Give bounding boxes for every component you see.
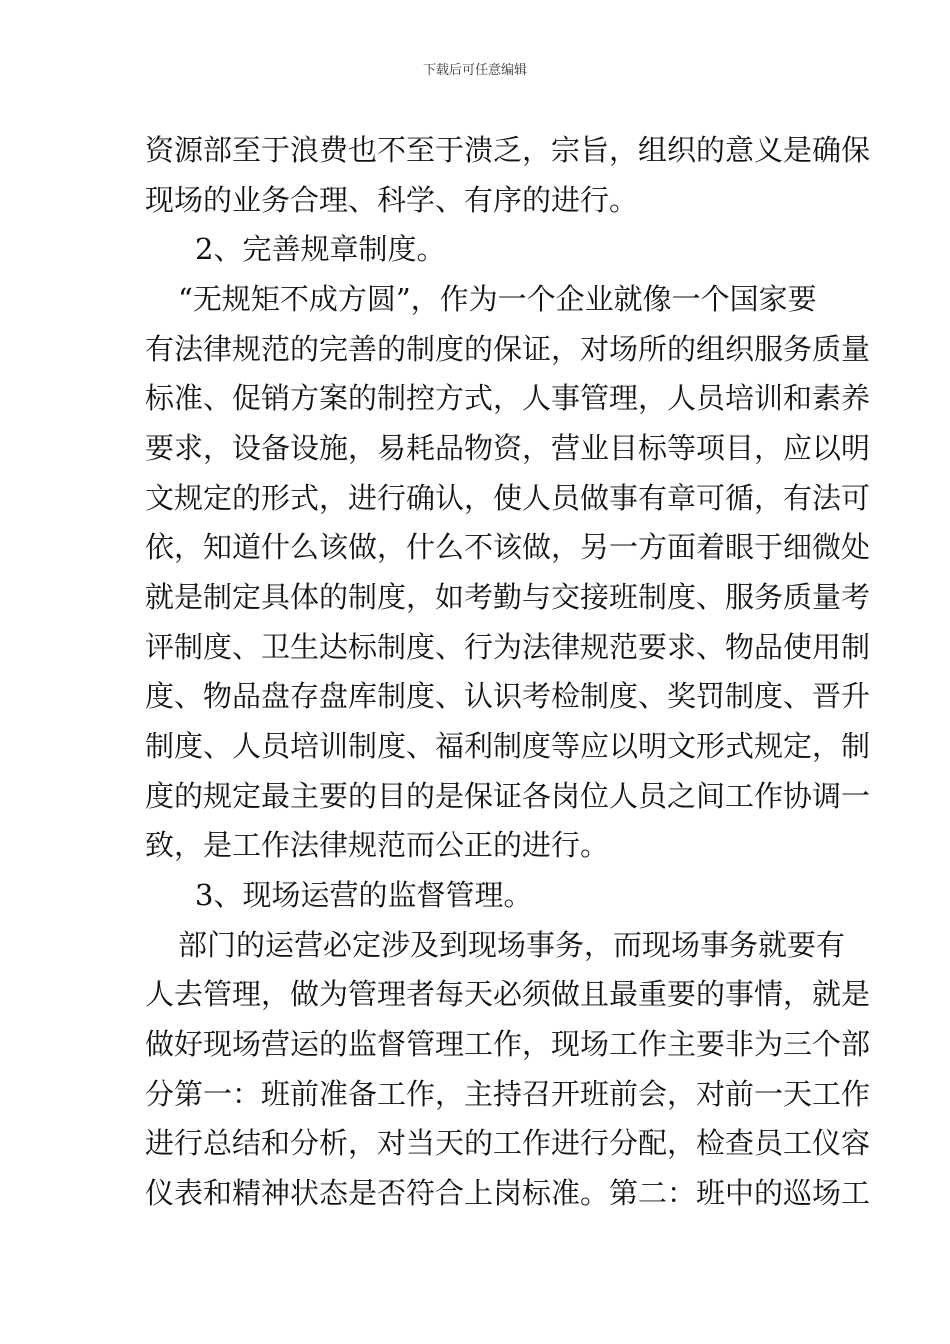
- section-heading: 3、现场运营的监督管理。: [195, 878, 533, 912]
- text-line: 部门的运营必定涉及到现场事务，而现场事务就要有: [178, 928, 846, 962]
- text-line: 致，是工作法律规范而公正的进行。: [145, 828, 610, 862]
- section-heading: 2、完善规章制度。: [195, 232, 446, 266]
- text-line: 评制度、卫生达标制度、行为法律规范要求、物品使用制: [145, 630, 871, 664]
- text-line: 制度、人员培训制度、福利制度等应以明文形式规定，制: [145, 729, 871, 763]
- text-line: 分第一：班前准备工作，主持召开班前会，对前一天工作: [145, 1077, 871, 1111]
- text-line: 依，知道什么该做，什么不该做，另一方面着眼于细微处: [145, 530, 871, 564]
- page-header: 下载后可任意编辑: [422, 63, 527, 78]
- text-line: 做好现场营运的监督管理工作，现场工作主要非为三个部: [145, 1027, 871, 1061]
- text-line: 度、物品盘存盘库制度、认识考检制度、奖罚制度、晋升: [145, 679, 871, 713]
- text-line: 资源部至于浪费也不至于溃乏，宗旨，组织的意义是确保: [145, 133, 871, 167]
- text-line: “无规矩不成方圆”，作为一个企业就像一个国家要: [178, 282, 817, 316]
- text-line: 要求，设备设施，易耗品物资，营业目标等项目，应以明: [145, 431, 871, 465]
- text-line: 人去管理，做为管理者每天必须做且最重要的事情，就是: [145, 977, 871, 1011]
- text-line: 文规定的形式，进行确认，使人员做事有章可循，有法可: [145, 481, 871, 515]
- text-line: 进行总结和分析，对当天的工作进行分配，检查员工仪容: [145, 1126, 871, 1160]
- text-line: 标准、促销方案的制控方式，人事管理，人员培训和素养: [145, 381, 871, 415]
- text-line: 就是制定具体的制度，如考勤与交接班制度、服务质量考: [145, 580, 871, 614]
- text-line: 有法律规范的完善的制度的保证，对场所的组织服务质量: [145, 332, 871, 366]
- text-line: 度的规定最主要的目的是保证各岗位人员之间工作协调一: [145, 779, 871, 813]
- text-line: 仪表和精神状态是否符合上岗标准。第二：班中的巡场工: [145, 1176, 871, 1210]
- text-line: 现场的业务合理、科学、有序的进行。: [145, 183, 639, 217]
